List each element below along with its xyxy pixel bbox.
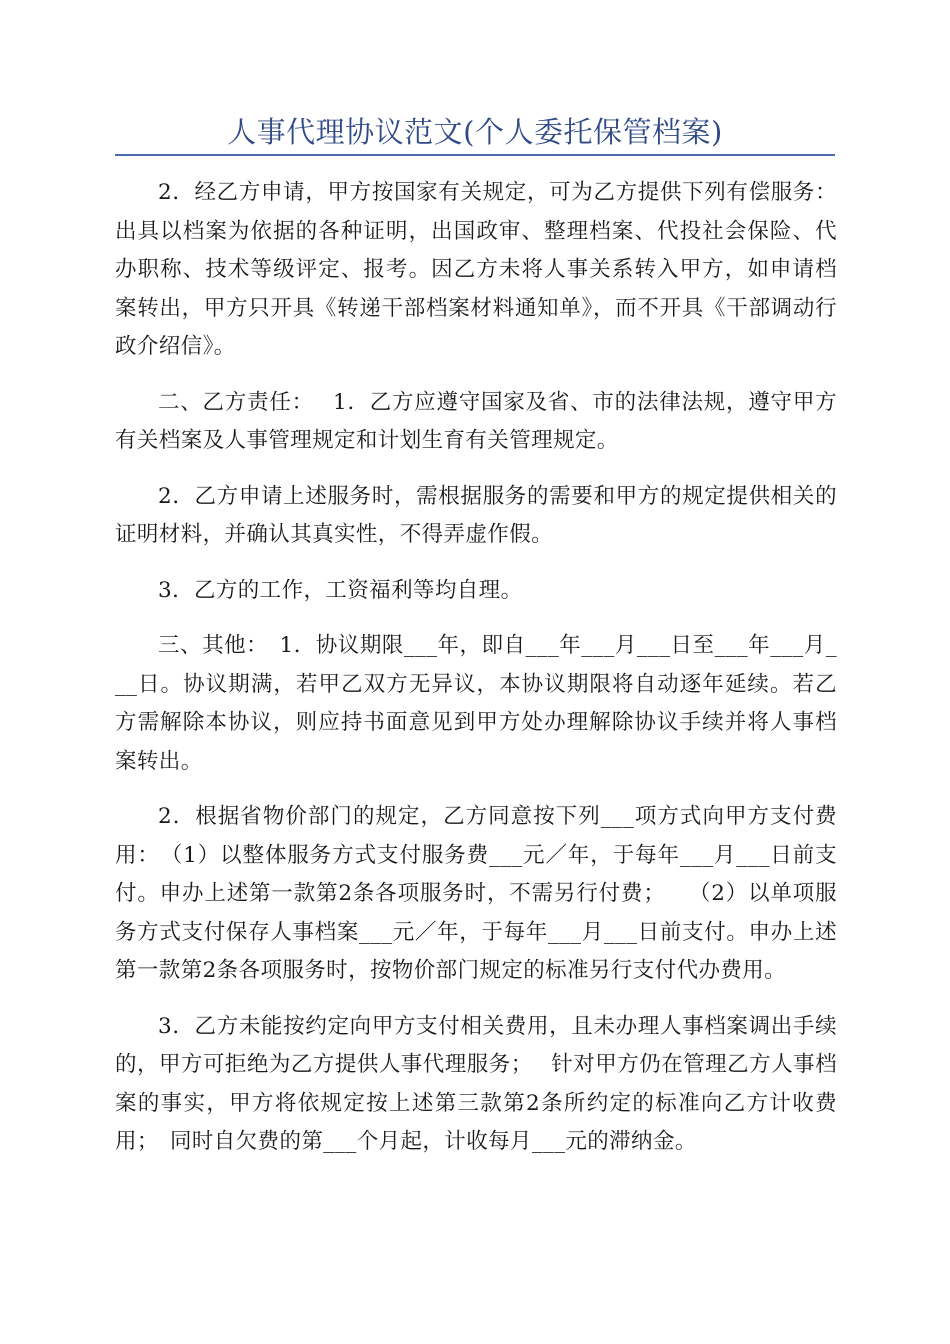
paragraph: 2．经乙方申请，甲方按国家有关规定，可为乙方提供下列有偿服务：出具以档案为依据的各种证明，出国政审、整理档案、代投社会保险、代办职称、技术等级评定、报考。因乙方未将人事关系转入甲方，如申请档案转出，甲方只开具《转递干部档案材料通知单》，而不开具《干部调动行政介绍信》。 xyxy=(115,180,837,359)
document-title: 人事代理协议范文(个人委托保管档案) xyxy=(227,115,723,149)
paragraph: 三、其他： 1．协议期限___年，即自___年___月___日至___年___月___日。协议期满，若甲乙双方无异议，本协议期限将自动逐年延续。若乙方需解除本协议，则应持书面意见到甲方处办理解除协议手续并将人事档案转出。 xyxy=(115,633,837,774)
title-underline xyxy=(115,154,835,156)
paragraph: 二、乙方责任： 1．乙方应遵守国家及省、市的法律法规，遵守甲方有关档案及人事管理规定和计划生育有关管理规定。 xyxy=(115,389,837,453)
paragraph: 3．乙方未能按约定向甲方支付相关费用，且未办理人事档案调出手续的，甲方可拒绝为乙方提供人事代理服务； 针对甲方仍在管理乙方人事档案的事实，甲方将依规定按上述第三款第2条所约定的标准向乙方计收费用； 同时自欠费的第___个月起，计收每月___元的滞纳金。 xyxy=(115,1013,838,1154)
paragraph: 2．乙方申请上述服务时，需根据服务的需要和甲方的规定提供相关的证明材料，并确认其真实性，不得弄虚作假。 xyxy=(115,483,837,547)
document-body xyxy=(115,174,837,1179)
paragraph: 3．乙方的工作，工资福利等均自理。 xyxy=(158,577,523,603)
paragraph: 2．根据省物价部门的规定，乙方同意按下列___项方式向甲方支付费用： （1）以整体服务方式支付服务费___元／年，于每年___月___日前支付。申办上述第一款第2条各项服务时，不需另行付费； （2）以单项服务方式支付保存人事档案___元／年，于每年___月___日前支付。申办上述第一款第2条各项服务时，按物价部门规定的标准另行支付代办费用。 xyxy=(115,804,837,983)
